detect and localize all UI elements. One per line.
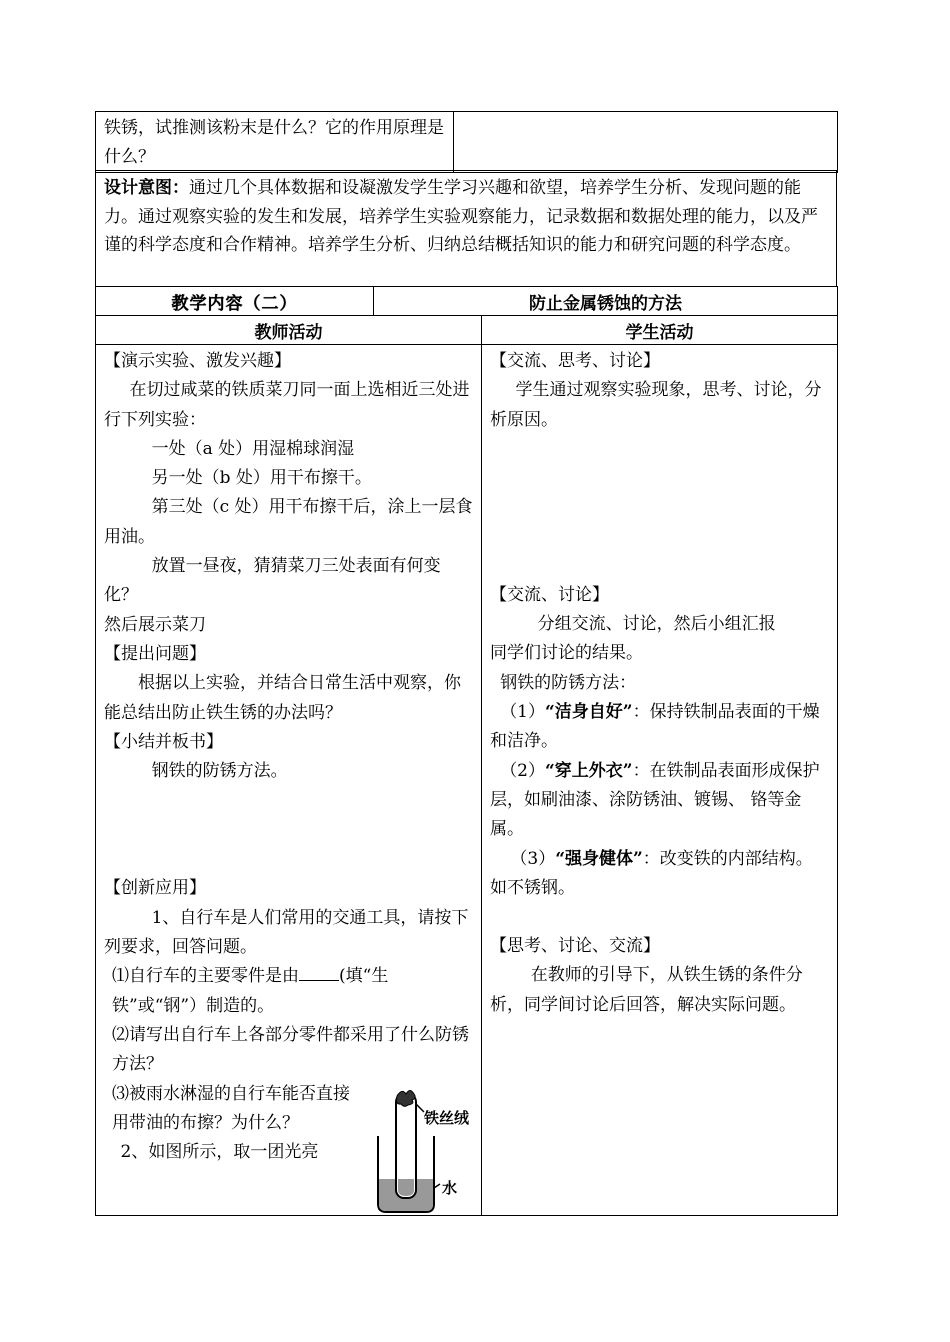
student-header-cell (482, 316, 838, 345)
experiment-a: 一处（a 处）用湿棉球润湿 (151, 438, 355, 459)
spacer (490, 435, 829, 581)
student-paragraph: 同学们讨论的结果。 (490, 643, 643, 664)
figure-label-wool: 铁丝绒 (424, 1108, 470, 1127)
student-paragraph: 在教师的引导下，从铁生锈的条件分析，同学间讨论后回答，解决实际问题。 (490, 965, 803, 1015)
student-heading-think: 【思考、讨论、交流】 (490, 936, 660, 957)
student-paragraph: 钢铁的防锈方法： (500, 672, 637, 693)
teacher-column-header: 教师活动 (254, 322, 323, 343)
section-topic: 防止金属锈蚀的方法 (529, 293, 682, 314)
spacer (490, 903, 829, 932)
method-2-title: “穿上外衣” (545, 760, 633, 781)
design-intent-label: 设计意图： (104, 178, 189, 198)
teacher-header-cell (96, 316, 482, 345)
method-3-number: （3） (510, 848, 556, 869)
student-heading-exchange: 【交流、讨论】 (490, 584, 609, 605)
answer-blank (299, 962, 339, 981)
steel-wool-icon (397, 1090, 416, 1106)
method-3 (490, 845, 829, 904)
method-2 (490, 757, 829, 845)
teacher-heading-demo: 【演示实验、激发兴趣】 (104, 351, 291, 371)
continuation-right-cell (454, 112, 838, 173)
method-1-number: （1） (500, 702, 546, 723)
question-1a-text: ⑴自行车的主要零件是由 (112, 966, 299, 987)
student-paragraph: 学生通过观察实验现象，思考、讨论，分析原因。 (490, 380, 822, 430)
method-3-text: ：改变铁的内部结构。如不锈钢。 (490, 848, 813, 898)
design-intent-table (95, 170, 837, 287)
method-3-title: “强身健体” (555, 848, 643, 869)
continuation-text: 铁锈，试推测该粉末是什么？它的作用原理是什么？ (104, 118, 444, 167)
question-1b: ⑵请写出自行车上各部分零件都采用了什么防锈方法？ (112, 1024, 469, 1075)
teacher-heading-question: 【提出问题】 (104, 643, 206, 664)
activity-table (95, 286, 838, 1216)
teacher-paragraph: 钢铁的防锈方法。 (151, 761, 288, 782)
question-2: 2、如图所示，取一团光亮 (120, 1142, 319, 1163)
question-1c: ⑶被雨水淋湿的自行车能否直接用带油的布擦？为什么？ (112, 1083, 350, 1133)
figure-label-water: 水 (442, 1178, 458, 1197)
question-1: 1、自行车是人们常用的交通工具，请按下列要求，回答问题。 (104, 907, 469, 958)
teacher-paragraph: 在切过咸菜的铁质菜刀同一面上选相近三处进行下列实验： (104, 380, 470, 430)
teacher-paragraph: 然后展示菜刀 (104, 614, 206, 635)
teacher-paragraph: 根据以上实验，并结合日常生活中观察，你能总结出防止铁生锈的办法吗？ (104, 673, 461, 723)
student-paragraph: 分组交流、讨论，然后小组汇报 (537, 614, 776, 635)
continuation-left-cell (96, 112, 454, 173)
student-heading-discuss: 【交流、思考、讨论】 (490, 351, 660, 371)
experiment-b: 另一处（b 处）用干布擦干。 (151, 468, 372, 489)
figure-block (104, 1080, 473, 1210)
teacher-heading-application: 【创新应用】 (104, 878, 206, 899)
spacer (104, 786, 473, 874)
method-2-number: （2） (500, 760, 546, 781)
section-topic-cell (374, 287, 838, 316)
student-activity-cell (482, 345, 838, 1216)
section-title: 教学内容（二） (171, 293, 298, 314)
method-2-text: ：在铁制品表面形成保护层，如刷油漆、涂防锈油、镀锡、 铬等金属。 (490, 760, 820, 840)
method-1-text: ：保持铁制品表面的干燥和洁净。 (490, 702, 820, 752)
question-1a (104, 962, 473, 1021)
figure-text (104, 1080, 362, 1168)
continuation-table (95, 111, 838, 173)
question-1a-text-end: (填“生铁”或“钢”）制造的。 (112, 966, 389, 1016)
experiment-c: 第三处（c 处）用干布擦干后，涂上一层食用油。 (104, 497, 473, 547)
student-column-header: 学生活动 (625, 322, 694, 343)
design-intent-cell (96, 171, 837, 287)
method-1-title: “洁身自好” (545, 702, 633, 723)
design-intent-text: 通过几个具体数据和设凝激发学生学习兴趣和欲望，培养学生分析、发现问题的能力。通过观察实验的发生和发展，培养学生实验观察能力，记录数据和数据处理的能力，以及严谨的科学态度和合作精神。培养学生分析、归纳总结概括知识的能力和研究问题的科学态度。 (104, 178, 818, 255)
teacher-heading-summary: 【小结并板书】 (104, 731, 223, 752)
method-1 (490, 698, 829, 757)
section-title-cell (96, 287, 374, 316)
teacher-activity-cell (96, 345, 482, 1216)
teacher-paragraph: 放置一昼夜，猜猜菜刀三处表面有何变化？ (104, 556, 441, 606)
